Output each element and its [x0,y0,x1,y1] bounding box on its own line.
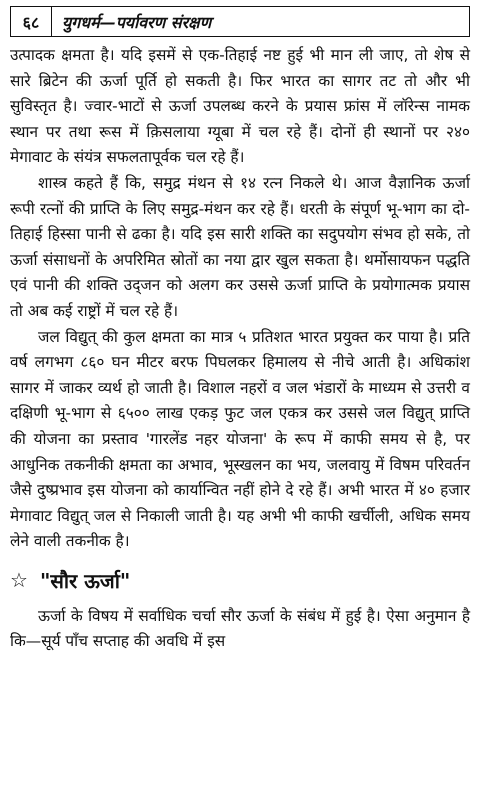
paragraph-3: जल विद्युत् की कुल क्षमता का मात्र ५ प्रतिशत भारत प्रयुक्त कर पाया है। प्रति वर्ष लगभग ८६० घन मीटर बरफ पिघलकर हिमालय से नीचे आती है। अधिकांश सागर में जाकर व्यर्थ हो जाती है। विशाल नहरों व जल भंडारों के माध्यम से उत्तरी व दक्षिणी भू-भाग से ६५०० लाख एकड़ फुट जल एकत्र कर उससे जल विद्युत् प्राप्ति की योजना का प्रस्ताव 'गारलेंड नहर योजना' के रूप में काफी समय से है, पर आधुनिक तकनीकी क्षमता का अभाव, भूस्खलन का भय, जलवायु में विषम परिवर्तन जैसे दुष्प्रभाव इस योजना को कार्यान्वित नहीं होने दे रहे हैं। अभी भारत में ४० हजार मेगावाट विद्युत् जल से निकाली जाती है। यह अभी भी काफी खर्चीली, अधिक समय लेने वाली तकनीक है। [10,327,470,551]
running-title: युगधर्म—पर्यावरण संरक्षण [52,6,470,36]
page-header [10,6,470,37]
paragraph-1: उत्पादक क्षमता है। यदि इसमें से एक-तिहाई नष्ट हुई भी मान ली जाए, तो शेष से सारे ब्रिटेन की ऊर्जा पूर्ति हो सकती है। फिर भारत का सागर तट तो और भी सुविस्तृत है। ज्वार-भाटों से ऊर्जा उपलब्ध करने के प्रयास फ्रांस में लॉरेन्स नामक स्थान पर तथा रूस में क़िसलाया ग्यूबा में चल रहे हैं। दोनों ही स्थानों पर २४० मेगावाट के संयंत्र सफलतापूर्वक चल रहे हैं। [10,46,470,167]
section-heading [10,567,470,594]
section-title: "सौर ऊर्जा" [39,568,131,593]
paragraph-4: ऊर्जा के विषय में सर्वाधिक चर्चा सौर ऊर्जा के संबंध में हुई है। ऐसा अनुमान है कि—सूर्य पाँच सप्ताह की अवधि में इस [10,606,470,651]
page-number: ६८ [10,6,52,36]
paragraph-2: शास्त्र कहते हैं कि, समुद्र मंथन से १४ रत्न निकले थे। आज वैज्ञानिक ऊर्जा रूपी रत्नों की प्राप्ति के लिए समुद्र-मंथन कर रहे हैं। धरती के संपूर्ण भू-भाग का दो-तिहाई हिस्सा पानी से ढका है। यदि इस सारी शक्ति का सदुपयोग संभव हो सके, तो ऊर्जा संसाधनों के अपरिमित स्रोतों का नया द्वार खुल सकता है। थर्मोसायफन पद्धति एवं पानी की शक्ति उद्जन को अलग कर उससे ऊर्जा प्राप्ति के प्रयोगात्मक प्रयास तो अब कई राष्ट्रों में चल रहे हैं। [10,173,470,320]
star-icon: ☆ [10,568,28,593]
